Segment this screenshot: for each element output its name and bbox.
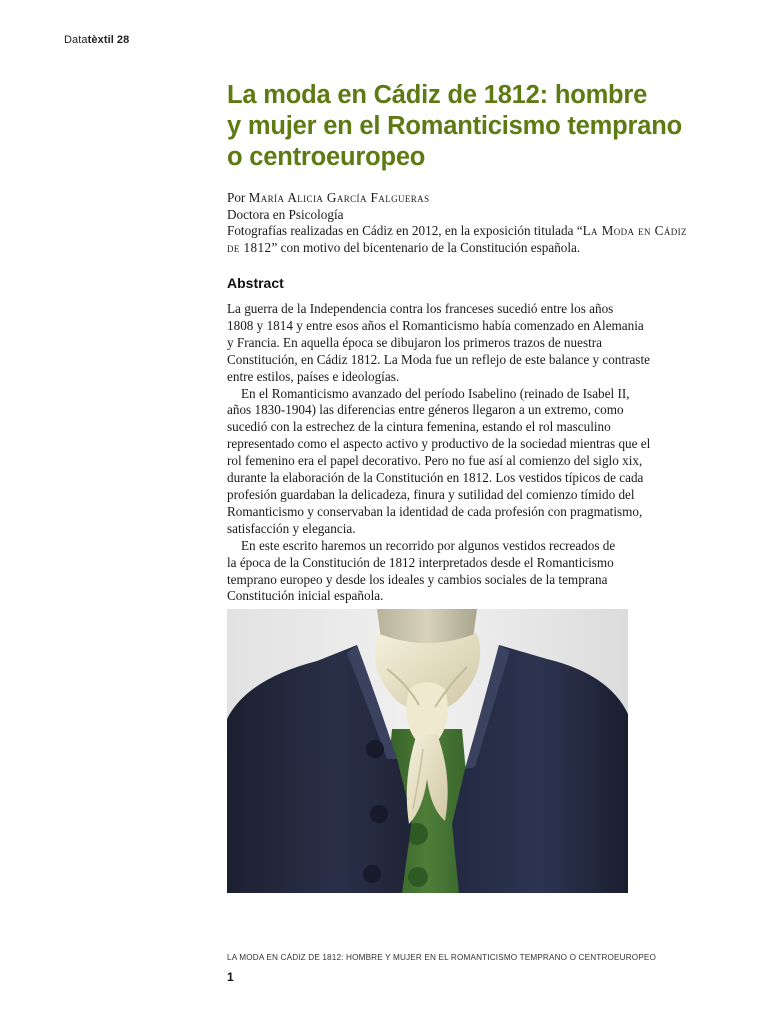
title-line: y mujer en el Romanticismo temprano — [227, 112, 682, 140]
abstract-line: profesión guardaban la delicadeza, finura y sutilidad del comienzo tímido del — [227, 486, 635, 502]
abstract-line: temprano europeo y desde los ideales y cambios sociales de la temprana — [227, 571, 608, 587]
abstract-line: durante la elaboración de la Constitución en 1812. Los vestidos típicos de cada — [227, 470, 644, 486]
byline — [227, 190, 702, 256]
abstract-line: En este escrito haremos un recorrido por algunos vestidos recreados de — [241, 537, 616, 553]
abstract-line: entre estilos, países e ideologías. — [227, 368, 400, 384]
costume-photo — [227, 609, 628, 893]
photo-note — [227, 223, 702, 240]
abstract-line: satisfacción y elegancia. — [227, 520, 356, 536]
running-header — [64, 34, 129, 46]
abstract-line: En el Romanticismo avanzado del período Isabelino (reinado de Isabel II, — [241, 385, 630, 401]
brand-bold: tèxtil — [87, 34, 114, 46]
abstract-line: la época de la Constitución de 1812 interpretados desde el Romanticismo — [227, 554, 614, 570]
issue-number: 28 — [116, 34, 130, 46]
photo-note-text: ” con motivo del bicentenario de la Constitución española. — [271, 239, 581, 255]
abstract-heading: Abstract — [227, 275, 284, 291]
brand-prefix: Data — [64, 34, 88, 46]
abstract-line: Romanticismo y conservaban la identidad de cada profesión con pragmatismo, — [227, 503, 643, 519]
photo-note-text: Fotografías realizadas en Cádiz en 2012, en la exposición titulada “ — [227, 223, 583, 238]
abstract-body — [227, 301, 702, 605]
journal-brand — [64, 34, 114, 46]
abstract-line: rol femenino era el papel decorativo. Pero no fue así al comienzo del siglo xix, — [227, 453, 643, 469]
exhibition-name: La Moda en Cádiz — [582, 223, 687, 238]
byline-prefix: Por — [227, 190, 249, 205]
photo-note-continued — [227, 240, 702, 257]
abstract-line: Constitución inicial española. — [227, 588, 384, 604]
article-title — [227, 80, 702, 173]
abstract-line: La guerra de la Independencia contra los franceses sucedió entre los años — [227, 301, 614, 316]
costume-illustration — [227, 609, 628, 893]
author-role: Doctora en Psicología — [227, 206, 344, 222]
article — [227, 80, 702, 605]
title-line: La moda en Cádiz de 1812: hombre — [227, 81, 648, 109]
abstract-line: sucedió con la estrechez de la cintura femenina, estando el rol masculino — [227, 419, 611, 435]
abstract-line: 1808 y 1814 y entre esos años el Romanticismo había comenzado en Alemania — [227, 317, 644, 333]
title-line: o centroeuropeo — [227, 143, 426, 171]
exhibition-year: de 1812 — [227, 239, 272, 255]
abstract-line: representado como el aspecto activo y productivo de la sociedad mientras que el — [227, 436, 651, 452]
author-name: María Alicia García Falgueras — [248, 190, 430, 205]
author-line — [227, 190, 702, 207]
footer-running-title: LA MODA EN CÁDIZ DE 1812: HOMBRE Y MUJER EN EL ROMANTICISMO TEMPRANO O CENTROEUROPEO — [227, 953, 657, 962]
abstract-line: Constitución, en Cádiz 1812. La Moda fue un reflejo de este balance y contraste — [227, 351, 650, 367]
abstract-line: años 1830-1904) las diferencias entre géneros llegaron a un extremo, como — [227, 402, 624, 418]
abstract-line: y Francia. En aquella época se dibujaron los primeros trazos de nuestra — [227, 334, 602, 350]
page-number: 1 — [227, 970, 234, 984]
